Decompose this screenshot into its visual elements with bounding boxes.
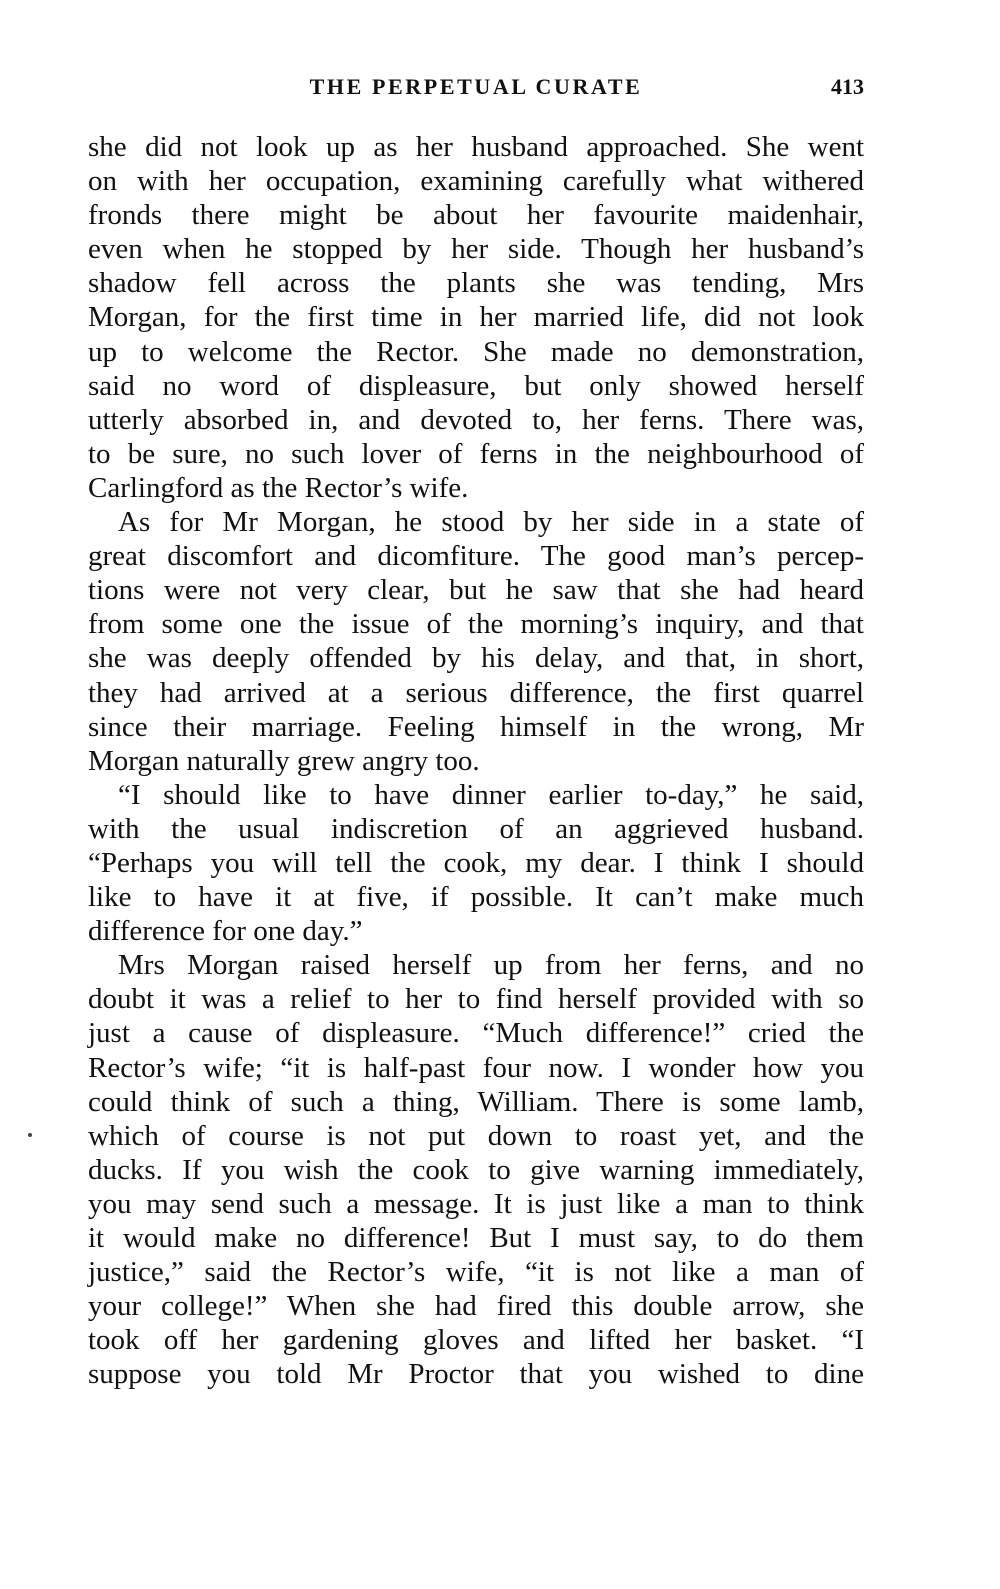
text-line: even when he stopped by her side. Though her husband’s (88, 233, 864, 266)
text-line: said no word of displeasure, but only showed herself (88, 369, 864, 402)
text-line: Morgan naturally grew angry too. (88, 744, 480, 777)
text-line: shadow fell across the plants she was tending, Mrs (88, 267, 864, 300)
text-line: since their marriage. Feeling himself in the wrong, Mr (88, 710, 864, 743)
text-line: took off her gardening gloves and lifted her basket. “I (88, 1324, 864, 1357)
text-line: suppose you told Mr Proctor that you wished to dine (88, 1358, 864, 1391)
text-line: like to have it at five, if possible. It can’t make much (88, 881, 864, 914)
text-line: up to welcome the Rector. She made no demonstration, (88, 335, 864, 368)
page-number: 413 (831, 74, 864, 99)
running-header (88, 72, 864, 106)
text-line: Mrs Morgan raised herself up from her ferns, and no (118, 949, 864, 982)
body-text (88, 130, 864, 1391)
text-line: it would make no difference! But I must say, to do them (88, 1222, 864, 1254)
text-line: “I should like to have dinner earlier to-day,” he said, (118, 778, 864, 811)
text-line: on with her occupation, examining carefully what withered (88, 165, 864, 198)
text-line: she was deeply offended by his delay, and that, in short, (88, 642, 864, 675)
running-title: THE PERPETUAL CURATE (309, 74, 643, 99)
text-line: utterly absorbed in, and devoted to, her ferns. There was, (88, 403, 864, 436)
text-line: ducks. If you wish the cook to give warning immediately, (88, 1153, 864, 1186)
text-line: As for Mr Morgan, he stood by her side in a state of (118, 506, 864, 539)
text-line: “Perhaps you will tell the cook, my dear. I think I should (88, 846, 864, 879)
text-line: fronds there might be about her favourite maidenhair, (88, 199, 864, 232)
text-line: Morgan, for the first time in her married life, did not look (88, 301, 864, 334)
text-line: to be sure, no such lover of ferns in the neighbourhood of (88, 437, 864, 470)
text-line: you may send such a message. It is just like a man to think (88, 1187, 864, 1220)
text-line: with the usual indiscretion of an aggrieved husband. (88, 812, 864, 845)
text-line: could think of such a thing, William. There is some lamb, (88, 1085, 864, 1118)
text-line: great discomfort and dicomfiture. The good man’s percep- (88, 540, 864, 573)
text-line: from some one the issue of the morning’s inquiry, and that (88, 608, 864, 641)
text-line: they had arrived at a serious difference, the first quarrel (88, 676, 864, 709)
stray-mark (28, 1133, 32, 1137)
text-line: just a cause of displeasure. “Much difference!” cried the (88, 1017, 864, 1050)
text-line: your college!” When she had fired this double arrow, she (88, 1290, 864, 1323)
text-line: doubt it was a relief to her to find herself provided with so (88, 983, 864, 1016)
text-line: difference for one day.” (88, 915, 363, 948)
text-line: Carlingford as the Rector’s wife. (88, 471, 469, 504)
text-line: she did not look up as her husband approached. She went (88, 131, 864, 163)
text-line: justice,” said the Rector’s wife, “it is not like a man of (88, 1256, 864, 1289)
text-line: tions were not very clear, but he saw that she had heard (88, 574, 864, 607)
text-line: which of course is not put down to roast yet, and the (88, 1119, 864, 1152)
text-line: Rector’s wife; “it is half-past four now. I wonder how you (88, 1051, 864, 1084)
